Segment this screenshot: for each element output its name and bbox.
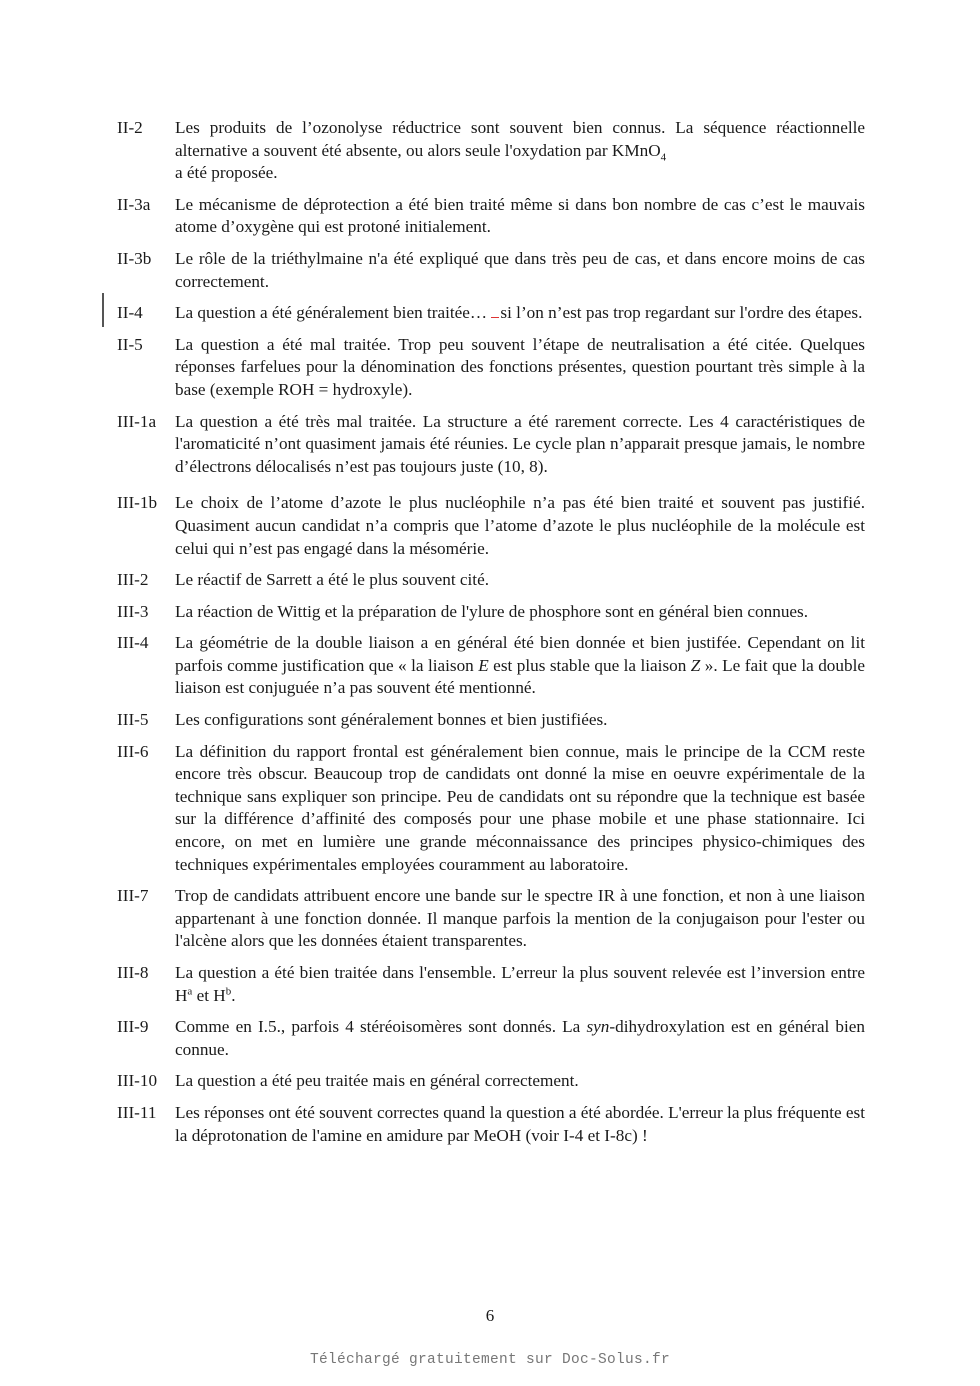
text-run: a — [187, 984, 193, 997]
text-run: Le mécanisme de déprotection a été bien traité même si dans bon nombre de cas c’est le mauvais atome d’oxygène qui est protoné initialement. — [175, 194, 865, 237]
comment-text — [175, 601, 865, 624]
question-comment — [117, 1102, 865, 1147]
question-label: III-3 — [117, 601, 149, 621]
question-label: III-11 — [117, 1102, 157, 1122]
comment-text — [175, 411, 865, 479]
text-run: La géométrie de la double liaison a en général été bien donnée et bien justifée. Cependant on lit parfois comme justification que « la liaison — [175, 633, 865, 675]
question-label: II-2 — [117, 118, 143, 137]
question-label: II-4 — [117, 303, 143, 323]
question-label: III-8 — [117, 963, 149, 982]
comment-text — [175, 741, 865, 877]
question-label: III-2 — [117, 570, 149, 590]
text-run: 4 — [660, 151, 667, 164]
text-run: Comme en I.5., parfois 4 stéréoisomères sont donnés. La — [175, 1017, 587, 1037]
text-run: Les configurations sont généralement bonnes et bien justifiées. — [175, 710, 608, 730]
comment-text — [175, 1102, 865, 1147]
text-run: a été proposée. — [175, 163, 278, 183]
revision-bar — [102, 293, 104, 327]
page-number: 6 — [485, 1306, 495, 1325]
question-label: III-10 — [117, 1071, 158, 1091]
question-comment — [117, 962, 865, 1007]
question-comment — [117, 117, 865, 185]
question-comment — [117, 411, 865, 479]
text-run: . — [231, 985, 236, 1005]
comment-text — [175, 885, 865, 953]
text-run: E — [478, 655, 489, 675]
comment-text — [175, 334, 865, 402]
text-run: La question a été bien traitée dans l'ensemble. L’erreur la plus souvent relevée est l’inversion entre H — [175, 963, 865, 1005]
text-run: Le rôle de la triéthylmaine n'a été expliqué que dans très peu de cas, et dans encore moins de cas correctement. — [175, 248, 865, 291]
question-label: II-3a — [117, 194, 151, 214]
text-run: Le réactif de Sarrett a été le plus souvent cité. — [175, 570, 490, 590]
question-label: III-5 — [117, 710, 149, 730]
comment-text — [175, 709, 865, 732]
text-run: La question a été mal traitée. Trop peu souvent l’étape de neutralisation a été citée. Quelques réponses farfelues pour la dénomination des fonctions présentes, question pourtant très simple à la base (exemple ROH = hydroxyle). — [175, 334, 865, 399]
question-label: II-3b — [117, 248, 152, 268]
question-comment — [117, 1016, 865, 1061]
question-label: III-9 — [117, 1017, 149, 1037]
download-footer: Téléchargé gratuitement sur Doc-Solus.fr — [309, 1352, 671, 1368]
document-body — [117, 117, 865, 1156]
question-comment — [117, 741, 865, 877]
question-comment — [117, 885, 865, 953]
comment-text — [175, 194, 865, 239]
question-comment — [117, 248, 865, 293]
question-label: III-1b — [117, 493, 158, 513]
question-comment — [117, 302, 865, 325]
text-run: Trop de candidats attribuent encore une bande sur le spectre IR à une fonction, et non à une liaison appartenant à une fonction donnée. Il manque parfois la mention de la conjugaison pour l'ester ou l'alcène alors que les données étaient transparentes. — [175, 886, 865, 951]
text-run: La question a été généralement bien traitée… — [175, 303, 492, 323]
question-comment — [117, 709, 865, 732]
question-comment — [117, 194, 865, 239]
comment-text — [175, 632, 865, 700]
comment-text — [175, 117, 865, 185]
comment-text — [175, 1070, 865, 1093]
text-run: syn — [586, 1017, 610, 1037]
text-run: La définition du rapport frontal est généralement bien connue, mais le principe de la CCM reste encore très obscur. Beaucoup trop de candidats ont donné la mise en oeuvre expérimentale de la technique sans expliquer son principe. Peu de candidats ont su répondre que la technique est basée sur la différence d’affinité des composés pour une phase mobile et une phase stationnaire. Ici encore, on met en lumière une grande méconnaissance des principes physico-chimiques des techniques expérimentales employées couramment au laboratoire. — [175, 741, 865, 874]
question-comment — [117, 632, 865, 700]
text-run: La question a été très mal traitée. La structure a été rarement correcte. Les 4 caractéristiques de l'aromaticité n’ont quasiment jamais été réunies. Le cycle plan n’apparait presque jamais, le nombre d’électrons délocalisés n’est pas toujours juste (10, 8). — [175, 411, 865, 476]
text-run: Les produits de l’ozonolyse réductrice sont souvent bien connus. La séquence réactionnelle alternative a souvent été absente, ou alors seule l'oxydation par KMnO — [175, 118, 865, 160]
question-comment — [117, 492, 865, 560]
text-run: La réaction de Wittig et la préparation de l'ylure de phosphore sont en général bien connues. — [175, 601, 809, 621]
text-run: Z — [690, 655, 701, 675]
comment-text — [175, 569, 865, 592]
text-run: Les réponses ont été souvent correctes quand la question a été abordée. L'erreur la plus fréquente est la déprotonation de l'amine en amidure par MeOH (voir I-4 et I-8c) ! — [175, 1102, 865, 1145]
question-label: II-5 — [117, 334, 143, 354]
text-run: Le choix de l’atome d’azote le plus nucléophile n’a pas été bien traité et souvent pas justifié. Quasiment aucun candidat n’a compris que l’atome d’azote le plus nucléophile de la molécule est celui qui n’est pas engagé dans la mésomérie. — [175, 493, 865, 558]
text-run: -dihydroxylation est en général bien connue. — [175, 1017, 865, 1059]
text-run: si l’on n’est pas trop regardant sur l'ordre des étapes. — [500, 303, 863, 323]
question-label: III-4 — [117, 633, 149, 653]
text-run: b — [225, 984, 232, 997]
comment-text — [175, 492, 865, 560]
question-label: III-7 — [117, 886, 149, 906]
edit-mark — [491, 305, 499, 318]
question-label: III-6 — [117, 741, 149, 761]
text-run: ». Le fait que la double liaison est conjuguée n’a pas souvent été mentionné. — [175, 655, 865, 698]
text-run: et H — [192, 985, 226, 1005]
question-label: III-1a — [117, 411, 157, 431]
question-comment — [117, 601, 865, 624]
question-comment — [117, 334, 865, 402]
comment-text — [175, 962, 865, 1007]
comment-text — [175, 302, 865, 325]
text-run: est plus stable que la liaison — [488, 655, 691, 675]
comment-text — [175, 248, 865, 293]
question-comment — [117, 1070, 865, 1093]
text-run: La question a été peu traitée mais en général correctement. — [175, 1071, 579, 1091]
question-comment — [117, 569, 865, 592]
comment-text — [175, 1016, 865, 1061]
